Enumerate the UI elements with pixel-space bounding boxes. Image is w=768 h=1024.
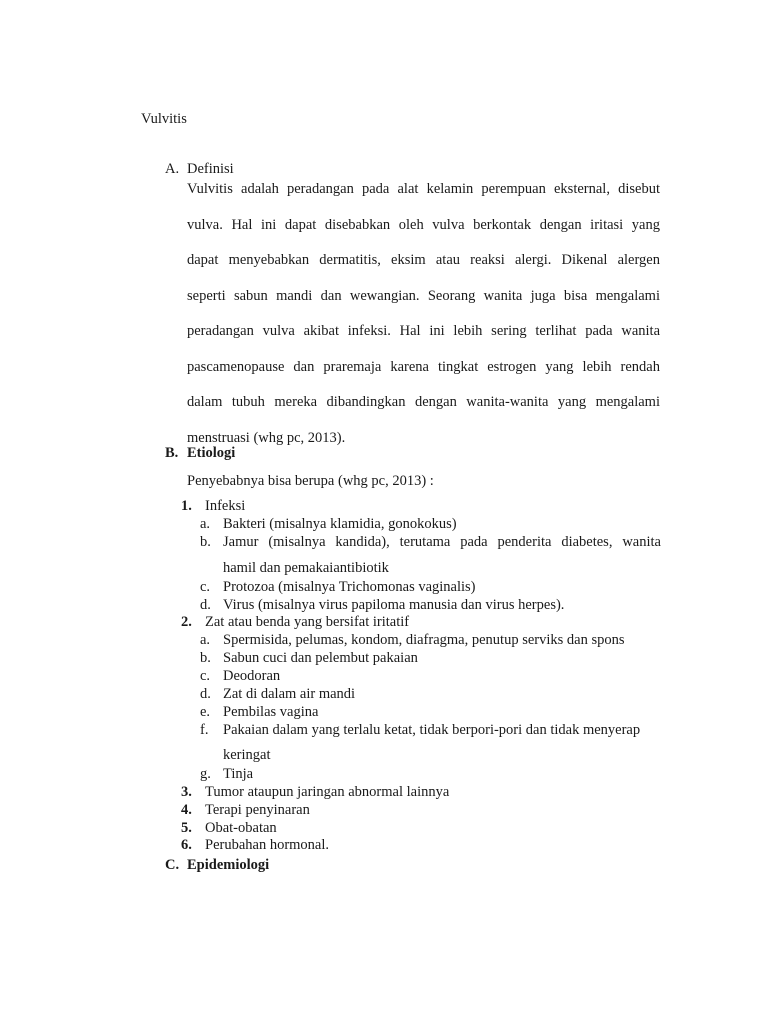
paragraph-line: seperti sabun mandi dan wewangian. Seorang wanita juga bisa mengalami [187, 287, 660, 304]
sublist-letter: a. [200, 516, 211, 532]
paragraph-line: Vulvitis adalah peradangan pada alat kelamin perempuan eksternal, disebut [187, 181, 660, 197]
sublist-letter: b. [200, 650, 211, 666]
sublist-item-text: Deodoran [223, 668, 281, 684]
sublist-item-text: Zat di dalam air mandi [223, 686, 356, 702]
sublist-item-text: Jamur (misalnya kandida), terutama pada penderita diabetes, wanita [223, 534, 661, 550]
sublist-item-text: Bakteri (misalnya klamidia, gonokokus) [223, 516, 457, 532]
section-a-paragraph [187, 179, 660, 448]
section-b-intro: Penyebabnya bisa berupa (whg pc, 2013) : [187, 473, 434, 489]
paragraph-line: dalam tubuh mereka dibandingkan dengan wanita-wanita yang mengalami [187, 394, 660, 410]
list-item-text: Tumor ataupun jaringan abnormal lainnya [205, 784, 450, 800]
sublist-letter: d. [200, 686, 211, 702]
list-item-text: Infeksi [205, 498, 246, 514]
list-number: 6. [181, 837, 192, 853]
list-number: 5. [181, 820, 192, 836]
paragraph-line: menstruasi (whg pc, 2013). [187, 429, 346, 446]
sublist-item-text: Pakaian dalam yang terlalu ketat, tidak berpori-pori dan tidak menyerap [223, 722, 641, 738]
list-item-text: Zat atau benda yang bersifat iritatif [205, 614, 410, 630]
sublist-item-text: Spermisida, pelumas, kondom, diafragma, penutup serviks dan spons [223, 632, 625, 648]
list-item-text: Obat-obatan [205, 820, 277, 836]
sublist-item-text: Protozoa (misalnya Trichomonas vaginalis) [223, 579, 476, 595]
document-title: Vulvitis [141, 111, 187, 127]
sublist-letter: d. [200, 597, 211, 613]
paragraph-line: pascamenopause dan praremaja karena tingkat estrogen yang lebih rendah [187, 358, 660, 375]
sublist-item-text-cont: hamil dan pemakaiantibiotik [223, 560, 389, 576]
sublist-letter: e. [200, 704, 211, 720]
list-number: 1. [181, 498, 192, 514]
sublist-item-text: Virus (misalnya virus papiloma manusia dan virus herpes). [223, 597, 565, 613]
list-number: 2. [181, 614, 192, 630]
sublist-letter: c. [200, 579, 211, 595]
sublist-letter: c. [200, 668, 211, 684]
sublist-letter: a. [200, 632, 211, 648]
sublist-letter: b. [200, 534, 211, 550]
section-b-letter: B. [165, 445, 179, 461]
sublist-letter: g. [200, 766, 211, 782]
section-c-title: Epidemiologi [187, 857, 270, 873]
list-number: 4. [181, 802, 192, 818]
list-item-text: Terapi penyinaran [205, 802, 310, 818]
section-a-letter: A. [165, 161, 180, 177]
list-item-text: Perubahan hormonal. [205, 837, 330, 853]
sublist-item-text: Pembilas vagina [223, 704, 319, 720]
sublist-letter: f. [200, 722, 209, 738]
list-number: 3. [181, 784, 192, 800]
sublist-item-text-cont: keringat [223, 747, 271, 763]
section-a-title: Definisi [187, 161, 234, 177]
paragraph-line: dapat menyebabkan dermatitis, eksim atau reaksi alergi. Dikenal alergen [187, 252, 660, 268]
paragraph-line: vulva. Hal ini dapat disebabkan oleh vulva berkontak dengan iritasi yang [187, 216, 660, 233]
section-c-letter: C. [165, 857, 180, 873]
sublist-item-text: Sabun cuci dan pelembut pakaian [223, 650, 418, 666]
sublist-item-text: Tinja [223, 766, 254, 782]
section-b-title: Etiologi [187, 445, 236, 461]
paragraph-line: peradangan vulva akibat infeksi. Hal ini lebih sering terlihat pada wanita [187, 323, 660, 339]
